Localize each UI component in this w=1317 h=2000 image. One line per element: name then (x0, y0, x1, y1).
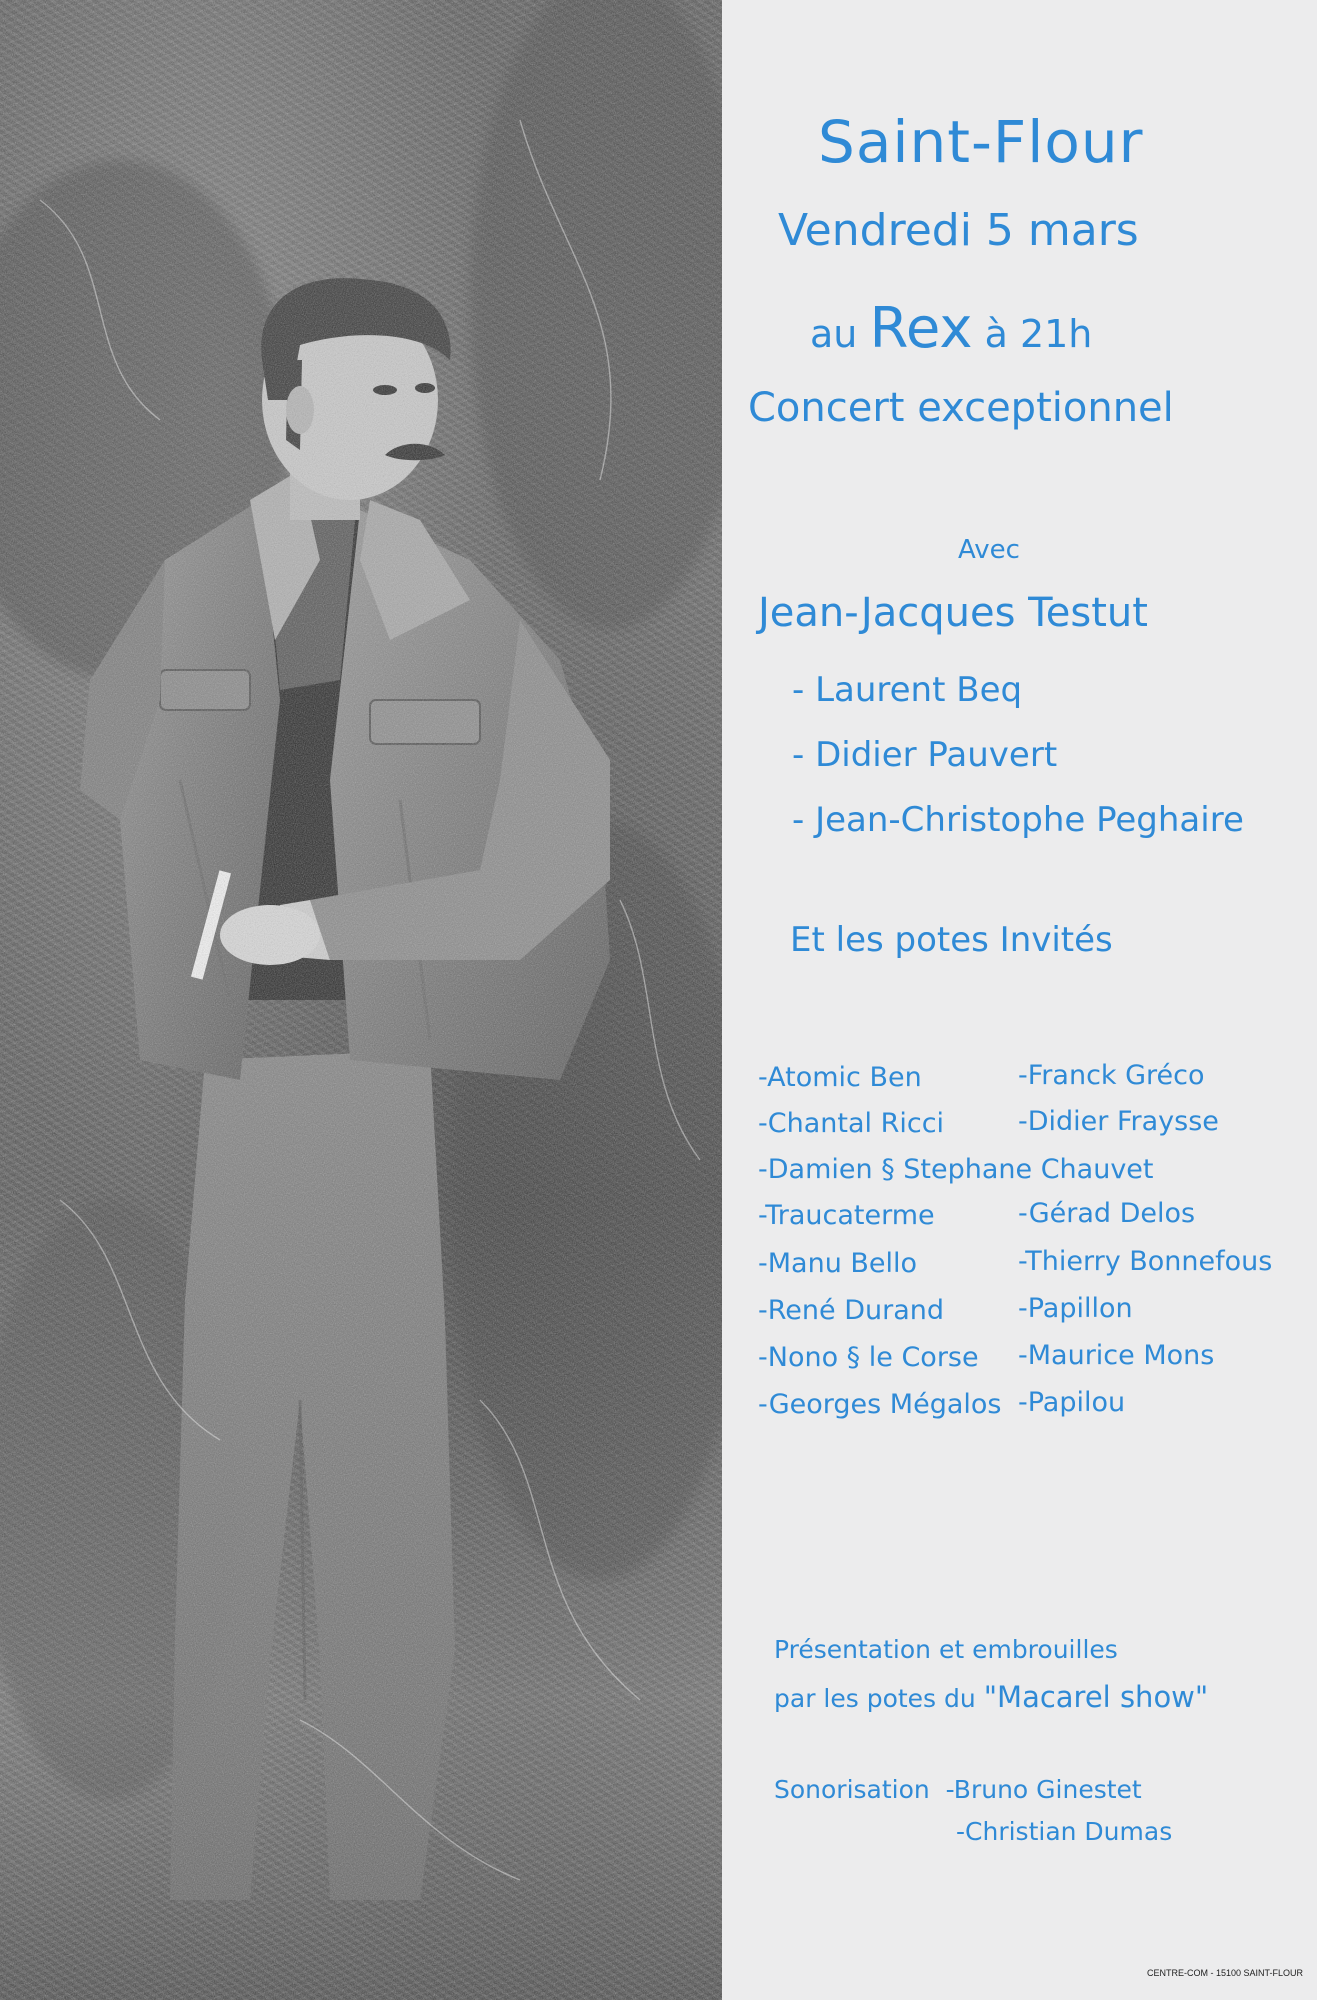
town-title: Saint-Flour (818, 108, 1144, 176)
presentation-prefix: par les potes du (774, 1684, 976, 1713)
event-date: Vendredi 5 mars (778, 205, 1139, 256)
guest-name: -Papilou (1018, 1387, 1126, 1418)
sound-engineer: -Bruno Ginestet (945, 1775, 1142, 1804)
guest-name: -Maurice Mons (1018, 1340, 1215, 1371)
band-member: - Jean-Christophe Peghaire (792, 800, 1244, 840)
venue-line (810, 296, 1092, 361)
guest-name: -Didier Fraysse (1018, 1106, 1219, 1137)
event-text-panel (722, 0, 1317, 2000)
printer-credit: CENTRE-COM - 15100 SAINT-FLOUR (1146, 1968, 1303, 1978)
venue-prefix: au (810, 312, 858, 356)
headliner-name: Jean-Jacques Testut (758, 590, 1148, 636)
guest-name: -René Durand (758, 1295, 945, 1326)
guest-name: -Gérad Delos (1018, 1198, 1196, 1229)
guest-name: -Thierry Bonnefous (1018, 1246, 1273, 1277)
venue-time: à 21h (984, 312, 1093, 356)
guest-name: -Papillon (1018, 1293, 1133, 1324)
guest-name: -Georges Mégalos (758, 1389, 1002, 1420)
guest-name: -Traucaterme (758, 1200, 935, 1231)
guest-name: -Nono § le Corse (758, 1342, 979, 1373)
guest-name: -Atomic Ben (758, 1062, 922, 1093)
venue-name: Rex (869, 296, 973, 361)
presentation-line-2 (774, 1680, 1208, 1714)
concert-heading: Concert exceptionnel (748, 385, 1174, 431)
sound-credit (774, 1775, 1142, 1804)
band-member: - Laurent Beq (792, 670, 1023, 710)
avec-label: Avec (958, 535, 1020, 565)
show-name: "Macarel show" (983, 1680, 1209, 1714)
guest-name: -Damien § Stephane Chauvet (758, 1154, 1154, 1185)
sound-label: Sonorisation (774, 1775, 930, 1804)
presentation-line: Présentation et embrouilles (774, 1635, 1118, 1664)
band-member: - Didier Pauvert (792, 735, 1058, 775)
guest-name: -Franck Gréco (1018, 1060, 1205, 1091)
sound-engineer-2: -Christian Dumas (956, 1817, 1173, 1846)
guest-name: -Chantal Ricci (758, 1108, 945, 1139)
guests-heading: Et les potes Invités (790, 920, 1113, 960)
guest-name: -Manu Bello (758, 1248, 918, 1279)
